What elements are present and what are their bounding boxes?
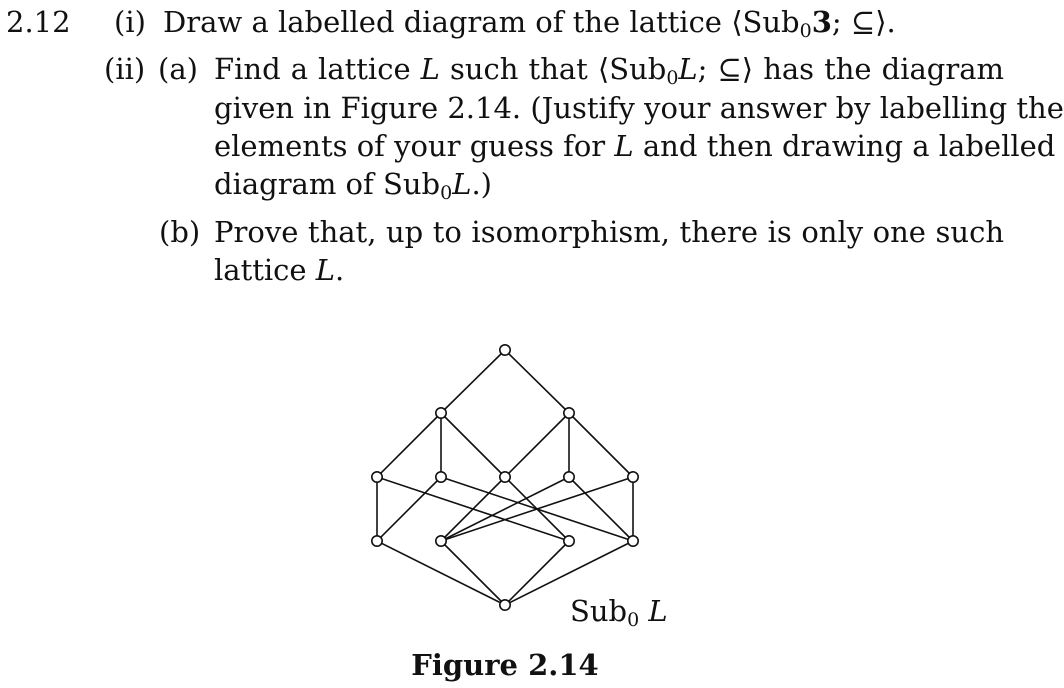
diagram-label: Sub$_0$ L <box>570 594 668 631</box>
edge-l1-bottom <box>377 541 505 605</box>
part-ii-a-line-1: Find a lattice L such that ⟨Sub$_0$L; ⊆⟩ has the diagram <box>214 52 1004 89</box>
part-ii-a-line-4: diagram of Sub$_0$L.) <box>214 167 492 204</box>
node-l1 <box>372 536 382 546</box>
problem-number: 2.12 <box>6 5 71 39</box>
part-ii-a-label: (a) <box>158 52 198 86</box>
figure-caption: Figure 2.14 <box>411 648 599 682</box>
edge-u1-m1 <box>377 413 441 477</box>
part-ii-b-label: (b) <box>159 215 201 249</box>
node-m4 <box>564 472 574 482</box>
part-i-text: Draw a labelled diagram of the lattice ⟨Sub$_0$3; ⊆⟩. <box>163 5 896 42</box>
edge-top-u2 <box>505 350 569 413</box>
edge-u2-m3 <box>505 413 569 477</box>
part-i-label: (i) <box>114 5 146 39</box>
node-m2 <box>436 472 446 482</box>
node-u2 <box>564 408 574 418</box>
part-ii-a-line-2: given in Figure 2.14. (Justify your answer by labelling the <box>214 91 1064 125</box>
edge-l2-bottom <box>441 541 505 605</box>
node-l3 <box>564 536 574 546</box>
node-l2 <box>436 536 446 546</box>
edge-u2-m5 <box>569 413 633 477</box>
part-ii-label: (ii) <box>104 52 146 86</box>
edge-u1-m3 <box>441 413 505 477</box>
edge-m2-l1 <box>377 477 441 541</box>
edge-m4-l4 <box>569 477 633 541</box>
part-ii-b-line-2: lattice L. <box>214 253 345 287</box>
part-ii-b-line-1: Prove that, up to isomorphism, there is only one such <box>214 215 1004 249</box>
edge-m3-l2 <box>441 477 505 541</box>
part-ii-a-line-3: elements of your guess for L and then drawing a labelled <box>214 129 1056 163</box>
edge-m4-l2 <box>441 477 569 541</box>
node-bottom <box>500 600 510 610</box>
diagram-nodes <box>372 345 638 610</box>
node-top <box>500 345 510 355</box>
node-m5 <box>628 472 638 482</box>
edge-l3-bottom <box>505 541 569 605</box>
node-l4 <box>628 536 638 546</box>
node-u1 <box>436 408 446 418</box>
edge-top-u1 <box>441 350 505 413</box>
node-m1 <box>372 472 382 482</box>
node-m3 <box>500 472 510 482</box>
